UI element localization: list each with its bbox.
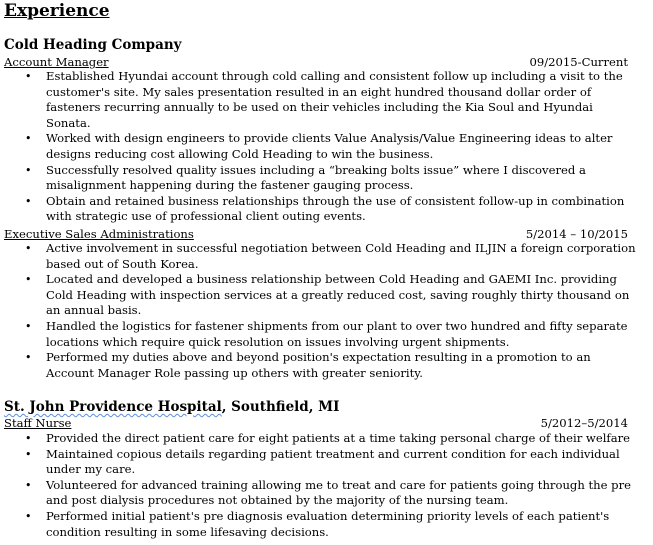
bullet-item (0, 69, 638, 131)
bullet-item (0, 163, 638, 194)
bullet-text: Provided the direct patient care for eight patients at a time taking personal charge of their welfare (46, 431, 631, 445)
bullet-dot-icon: • (25, 447, 32, 461)
bullet-dot-icon: • (25, 319, 32, 333)
bullet-dot-icon: • (25, 509, 32, 523)
bullet-item (0, 350, 638, 381)
bullet-list (0, 69, 653, 225)
company-name: Cold Heading Company (4, 37, 182, 53)
role-header (4, 54, 628, 70)
role-header (4, 226, 628, 242)
bullet-text: Performed initial patient's pre diagnosis evaluation determining priority levels of each patient's condition resulting in some lifesaving decisions. (46, 508, 610, 539)
bullet-item (0, 194, 638, 225)
bullet-text: Obtain and retained business relationships through the use of consistent follow-up in combination with strategic use of professional client outing events. (46, 193, 625, 224)
bullet-item (0, 241, 638, 272)
bullet-text: Performed my duties above and beyond position's expectation resulting in a promotion to an Account Manager Role passing up others with greater seniority. (46, 350, 591, 380)
role-title: Staff Nurse (4, 416, 72, 430)
bullet-item (0, 431, 638, 447)
role-dates: 5/2014 – 10/2015 (525, 227, 628, 241)
company-name-location: , Southfield, MI (221, 399, 340, 415)
role-title: Executive Sales Administrations (4, 227, 194, 241)
bullet-text: Worked with design engineers to provide clients Value Analysis/Value Engineering ideas to alter designs reducing cost allowing Cold Heading to win the business. (46, 131, 613, 161)
company-name (4, 399, 339, 416)
bullet-item (0, 509, 638, 540)
bullet-dot-icon: • (25, 273, 32, 287)
bullet-text: Handled the logistics for fastener shipments from our plant to over two hundred and fifty separate locations which require quick resolution on issues involving urgent shipments. (46, 318, 628, 349)
bullet-dot-icon: • (25, 132, 32, 146)
role-header (4, 415, 628, 431)
role-dates: 5/2012–5/2014 (540, 416, 628, 430)
bullet-item (0, 447, 638, 478)
bullet-dot-icon: • (25, 70, 32, 83)
bullet-list (0, 241, 653, 381)
bullet-text: Volunteered for advanced training allowing me to treat and care for patients going through the pre and post dialysis procedures not obtained by the majority of the nursing team. (46, 477, 631, 508)
bullet-item (0, 131, 638, 162)
role-title: Account Manager (4, 55, 109, 69)
bullet-text: Established Hyundai account through cold calling and consistent follow up including a visit to the customer's site. My sales presentation resulted in an eight hundred thousand dollar order of fasteners recurring annually to be used on their vehicles including the Kia Soul and Hyundai Sonata. (46, 69, 623, 130)
section-heading-experience: Experience (4, 1, 110, 21)
bullet-item (0, 478, 638, 509)
bullet-dot-icon: • (25, 351, 32, 365)
bullet-list (0, 431, 653, 540)
bullet-text: Maintained copious details regarding patient treatment and current condition for each individual under my care. (46, 446, 620, 477)
bullet-dot-icon: • (25, 194, 32, 208)
company-name-main: St. John Providence Hospital (4, 399, 222, 415)
bullet-dot-icon: • (25, 432, 32, 445)
bullet-text: Active involvement in successful negotiation between Cold Heading and ILJIN a foreign corporation based out of South Korea. (46, 241, 636, 271)
bullet-dot-icon: • (25, 163, 32, 177)
bullet-text: Located and developed a business relationship between Cold Heading and GAEMI Inc. providing Cold Heading with inspection services at a greatly reduced cost, saving roughly thirty thousand on an annual basis. (46, 272, 630, 318)
bullet-item (0, 272, 638, 319)
bullet-item (0, 319, 638, 350)
role-dates: 09/2015-Current (529, 55, 628, 69)
bullet-dot-icon: • (25, 478, 32, 492)
bullet-dot-icon: • (25, 242, 32, 255)
bullet-text: Successfully resolved quality issues including a “breaking bolts issue” where I discovered a misalignment happening during the fastener gauging process. (46, 162, 586, 193)
